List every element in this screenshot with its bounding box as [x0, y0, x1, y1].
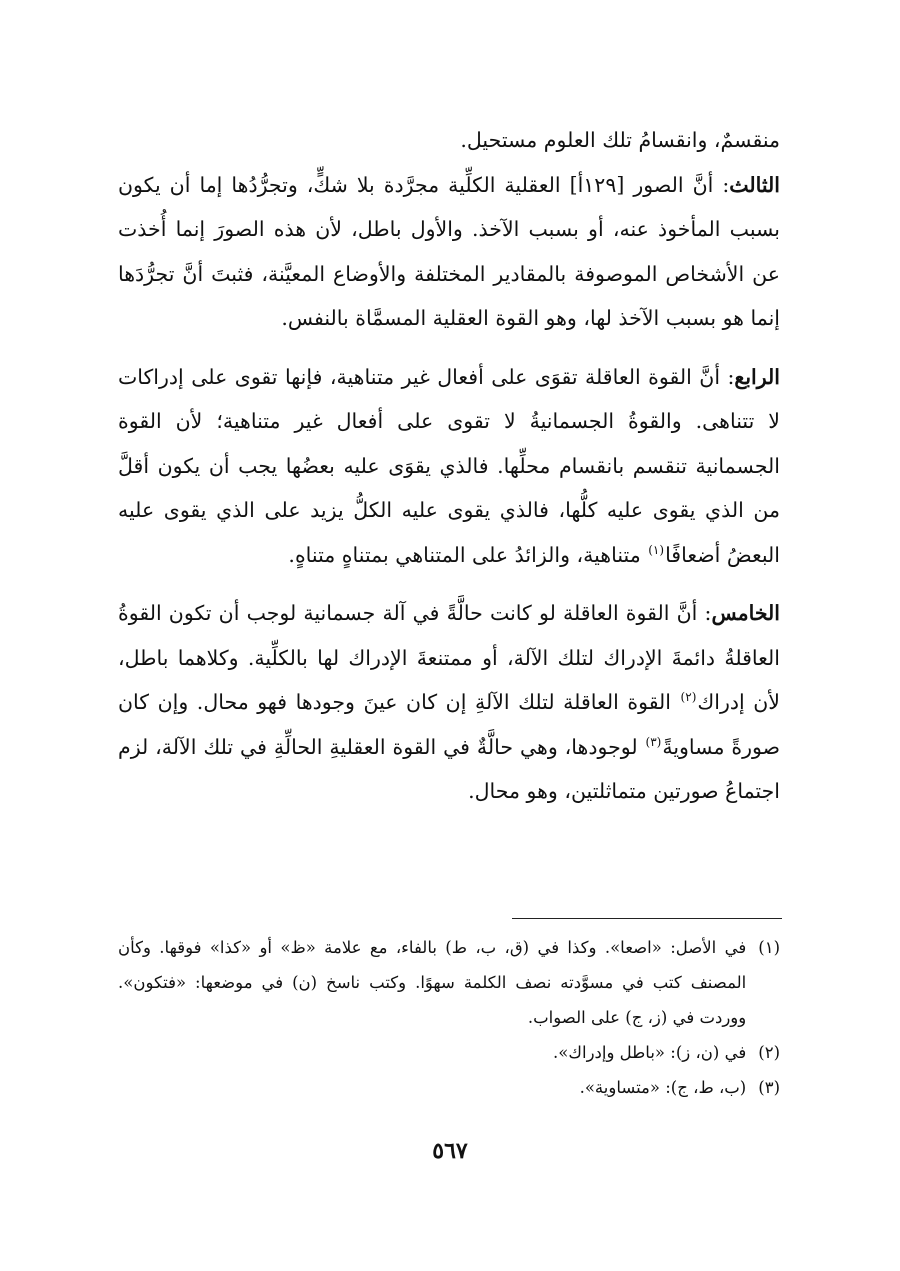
paragraph-label: الرابع	[734, 364, 780, 389]
footnote-text: في (ن، ز): «باطل وإدراك».	[553, 1043, 747, 1062]
footnote-text: في الأصل: «اصعا». وكذا في (ق، ب، ط) بالفاء، مع علامة «ظ» أو «كذا» فوقها. وكأن المصنف كتب في مسوَّدته نصف الكلمة سهوًا. وكتب ناسخ (ن) في موضعها: «فتكون». ووردت في (ز، ج) على الصواب.	[118, 938, 747, 1027]
paragraph-label: الثالث	[729, 172, 780, 197]
footnote-item	[118, 1070, 780, 1105]
paragraph-label: الخامس	[711, 601, 780, 625]
footnote-item	[118, 930, 780, 1035]
footnote-ref-2[interactable]: (٢)	[680, 690, 697, 705]
page-number: ٥٦٧	[432, 1138, 468, 1164]
footnote-ref-1[interactable]: (١)	[648, 542, 665, 557]
paragraph-third	[118, 163, 780, 341]
footnotes	[118, 930, 780, 1105]
paragraph-text: القوة العاقلة لتلك الآلةِ إن كان عينَ وجودها فهو محال. وإن كان صورةً مساويةً	[118, 690, 780, 759]
footnote-number: (١)	[758, 938, 780, 957]
main-text	[118, 118, 780, 814]
paragraph-text: : أنَّ القوة العاقلة لو كانت حالَّةً في آلة جسمانية لوجب أن تكون القوةُ العاقلةُ دائمةَ الإدراك لتلك الآلة، أو ممتنعةَ الإدراك لها بالكلِّية. وكلاهما باطل، لأن إدراك	[118, 601, 780, 714]
footnote-number: (٢)	[758, 1043, 780, 1062]
footnote-text: (ب، ط، ج): «متساوية».	[579, 1078, 747, 1097]
footnote-item	[118, 1035, 780, 1070]
paragraph-text: : أنَّ القوة العاقلة تقوَى على أفعال غير متناهية، فإنها تقوى على إدراكات لا تتناهى. والقوةُ الجسمانيةُ لا تقوى على أفعال غير متناهية؛ لأن القوة الجسمانية تنقسم بانقسام محلِّها. فالذي يقوَى عليه بعضُها يجب أن يكون أقلَّ من الذي يقوى عليه كلُّها، فالذي يقوى عليه الكلُّ يزيد على الذي يقوى عليه البعضُ أضعافًا	[118, 364, 780, 567]
footnote-divider	[512, 918, 782, 919]
paragraph-text: : أنَّ الصور [١٢٩أ] العقلية الكلِّية مجرَّدة بلا شكٍّ، وتجرُّدُها إما أن يكون بسبب المأخوذ عنه، أو بسبب الآخذ. والأول باطل، لأن هذه الصورَ إنما أُخذت عن الأشخاص الموصوفة بالمقادير المختلفة والأوضاع المعيَّنة، فثبتَ أنَّ تجرُّدَها إنما هو بسبب الآخذ لها، وهو القوة العقلية المسمَّاة بالنفس.	[118, 172, 780, 330]
paragraph-fifth	[118, 591, 780, 814]
paragraph-text: متناهية، والزائدُ على المتناهي بمتناهٍ متناهٍ.	[288, 542, 648, 567]
paragraph-continuation	[118, 118, 780, 163]
paragraph-fourth	[118, 355, 780, 578]
footnote-number: (٣)	[758, 1078, 780, 1097]
footnote-ref-3[interactable]: (٣)	[645, 734, 662, 749]
paragraph-text: لوجودها، وهي حالَّةٌ في القوة العقليةِ الحالِّةِ في تلك الآلة، لزم اجتماعُ صورتين متماثلتين، وهو محال.	[118, 734, 780, 803]
paragraph-text: منقسمٌ، وانقسامُ تلك العلوم مستحيل.	[460, 128, 780, 152]
